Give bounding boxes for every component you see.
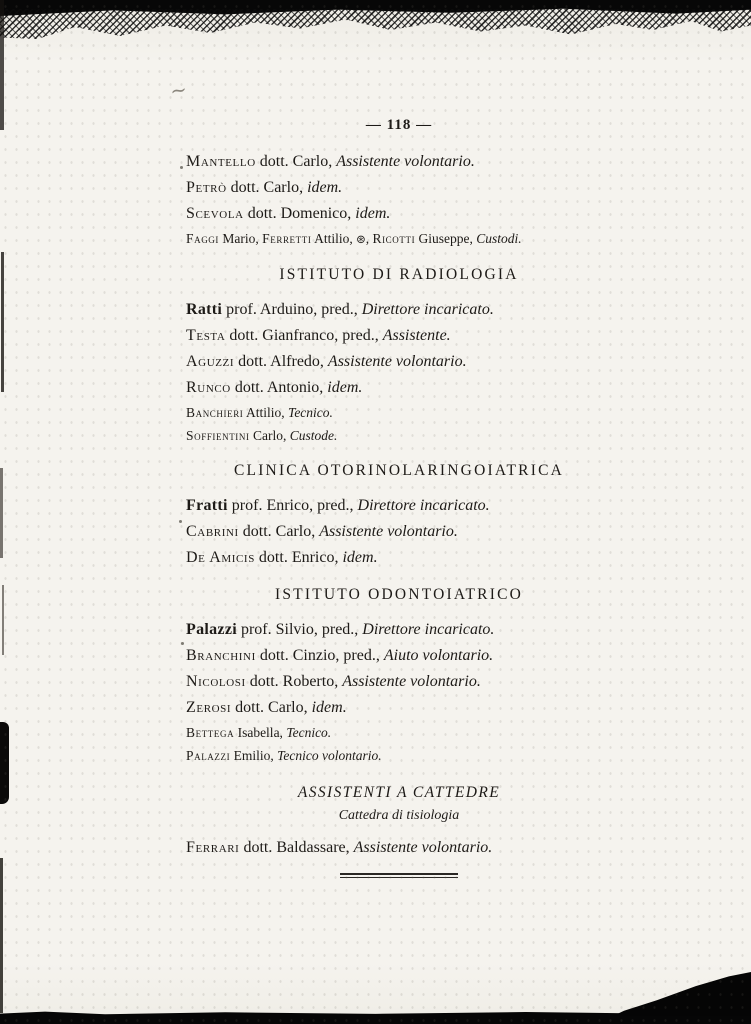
entry-segment-rm: dott. Alfredo, [234, 353, 328, 370]
entry-segment-it: Tecnico volontario. [277, 748, 382, 763]
entry-segment-rm: Isabella, [234, 725, 287, 740]
section-heading: CLINICA OTORINOLARINGOIATRICA [233, 462, 565, 479]
entry-segment-sc: De Amicis [186, 549, 255, 566]
entry-segment-it: Custodi. [476, 231, 522, 246]
entry-segment-it: Direttore incaricato. [362, 621, 495, 638]
entry-segment-sc: Palazzi [186, 748, 231, 763]
entry-segment-sc: Ferrari [186, 839, 240, 856]
section-heading-italic: ASSISTENTI A CATTEDRE [297, 784, 501, 801]
entry-segment-rm: dott. Antonio, [230, 379, 328, 396]
entry-segment-b: Fratti [186, 497, 228, 514]
entry-segment-it: idem. [355, 205, 391, 222]
entry-segment-rm: dott. Cinzio, pred., [255, 647, 384, 664]
scan-smudge: ~ [168, 76, 189, 104]
entry-segment-rm: Giuseppe, [415, 231, 477, 246]
entry-segment-rm: Attilio, [243, 405, 289, 420]
entry-segment-it: Tecnico. [286, 725, 332, 740]
scan-artifact-left-edge [0, 858, 3, 1013]
section-heading: ISTITUTO DI RADIOLOGIA [279, 266, 519, 283]
directory-entry [186, 545, 635, 571]
scan-artifact-left-blob [0, 722, 9, 804]
entry-segment-rm: prof. Enrico, pred., [227, 497, 358, 514]
entry-segment-sc: Testa [186, 327, 226, 344]
entry-segment-it: Custode. [289, 428, 338, 443]
entry-segment-rm: , [365, 231, 373, 246]
entry-segment-it: idem. [307, 179, 343, 196]
scan-artifact-left-edge [1, 252, 4, 392]
entry-segment-it: idem. [342, 549, 378, 566]
entry-segment-it: Direttore incaricato. [361, 301, 494, 318]
directory-entry [186, 721, 635, 744]
entry-segment-rm: dott. Roberto, [245, 673, 343, 690]
directory-entry [186, 227, 635, 251]
entry-segment-rm: dott. Enrico, [254, 549, 343, 566]
directory-entry [186, 323, 635, 349]
entry-group [163, 297, 635, 447]
directory-entry [186, 744, 635, 767]
entry-segment-b: Ratti [186, 301, 223, 318]
entry-segment-it: idem. [311, 699, 347, 716]
entry-segment-sc: Zerosi [186, 699, 232, 716]
entry-segment-sc: Bettega [186, 725, 235, 740]
entry-segment-it: Assistente. [382, 327, 451, 344]
directory-entry [186, 493, 635, 519]
entry-segment-sc: Scevola [186, 205, 244, 222]
end-rule [340, 873, 458, 878]
entry-segment-sc: Faggi [186, 231, 220, 246]
directory-entry [186, 695, 635, 721]
section-subheading: Cattedra di tisiologia [338, 808, 460, 823]
entry-segment-sc: Mantello [186, 153, 256, 170]
entry-segment-rm: Emilio, [230, 748, 278, 763]
directory-entry [186, 669, 635, 695]
text-column [163, 116, 635, 878]
entry-segment-rm: dott. Domenico, [243, 205, 356, 222]
scan-artifact-corner [613, 972, 751, 1016]
entry-group [163, 617, 635, 767]
entry-segment-it: Assistente volontario. [336, 153, 475, 170]
entry-segment-sc: Runco [186, 379, 231, 396]
entry-segment-sc: Nicolosi [186, 673, 246, 690]
entry-segment-rm: Mario, [219, 231, 263, 246]
directory-entry [186, 297, 635, 323]
directory-entry [186, 375, 635, 401]
entry-segment-it: Direttore incaricato. [357, 497, 490, 514]
scan-artifact-bottom-edge [0, 1011, 751, 1024]
entry-segment-it: Assistente volontario. [319, 523, 458, 540]
entry-segment-rm: dott. Carlo, [238, 523, 320, 540]
entry-segment-it: idem. [327, 379, 363, 396]
entry-segment-rm: prof. Silvio, pred., [236, 621, 363, 638]
directory-entry [186, 519, 635, 545]
entry-segment-it: Assistente volontario. [353, 839, 493, 856]
directory-entry [186, 643, 635, 669]
directory-entry [186, 424, 635, 447]
scan-artifact-top-mesh [0, 9, 751, 39]
entry-group [163, 149, 635, 251]
entry-segment-it: Assistente volontario. [342, 673, 481, 690]
entry-segment-sc: Ferretti [262, 231, 312, 246]
entry-segment-rm: prof. Arduino, pred., [222, 301, 362, 318]
entry-segment-sc: Aguzzi [186, 353, 235, 370]
scan-artifact-left-edge [0, 0, 4, 130]
section-heading: ISTITUTO ODONTOIATRICO [274, 586, 524, 603]
directory-entry [186, 401, 635, 424]
entry-segment-sc: Cabrini [186, 523, 239, 540]
entry-segment-rm: Carlo, [249, 428, 290, 443]
entry-segment-b: Palazzi [186, 621, 237, 638]
entry-segment-rm: dott. Baldassare, [239, 839, 354, 856]
entry-segment-sc: Branchini [186, 647, 256, 664]
entry-segment-it: Aiuto volontario. [383, 647, 494, 664]
directory-entry [186, 617, 635, 643]
scan-artifact-top-edge [0, 0, 751, 16]
entry-segment-rm: dott. Carlo, [255, 153, 337, 170]
scan-artifact-left-edge [0, 468, 3, 558]
directory-entry [186, 349, 635, 375]
entry-segment-sym: ⊛ [356, 232, 366, 246]
entry-group [163, 835, 635, 861]
entry-segment-sc: Banchieri [186, 405, 244, 420]
entry-segment-rm: dott. Carlo, [231, 699, 312, 716]
entry-segment-sc: Petrò [186, 179, 227, 196]
entry-segment-rm: dott. Gianfranco, pred., [225, 327, 383, 344]
scan-artifact-left-edge [2, 585, 4, 655]
entry-segment-it: Tecnico. [288, 405, 333, 420]
entry-segment-sc: Soffientini [186, 428, 250, 443]
entry-segment-rm: Attilio, [311, 231, 357, 246]
directory-entry [186, 175, 635, 201]
directory-entry [186, 149, 635, 175]
directory-entry [186, 835, 635, 861]
page-number: — 118 — [365, 117, 433, 133]
entry-segment-rm: dott. Carlo, [226, 179, 308, 196]
entry-segment-sc: Ricotti [372, 231, 416, 246]
entry-group [163, 493, 635, 571]
directory-entry [186, 201, 635, 227]
entry-segment-it: Assistente volontario. [327, 353, 467, 370]
